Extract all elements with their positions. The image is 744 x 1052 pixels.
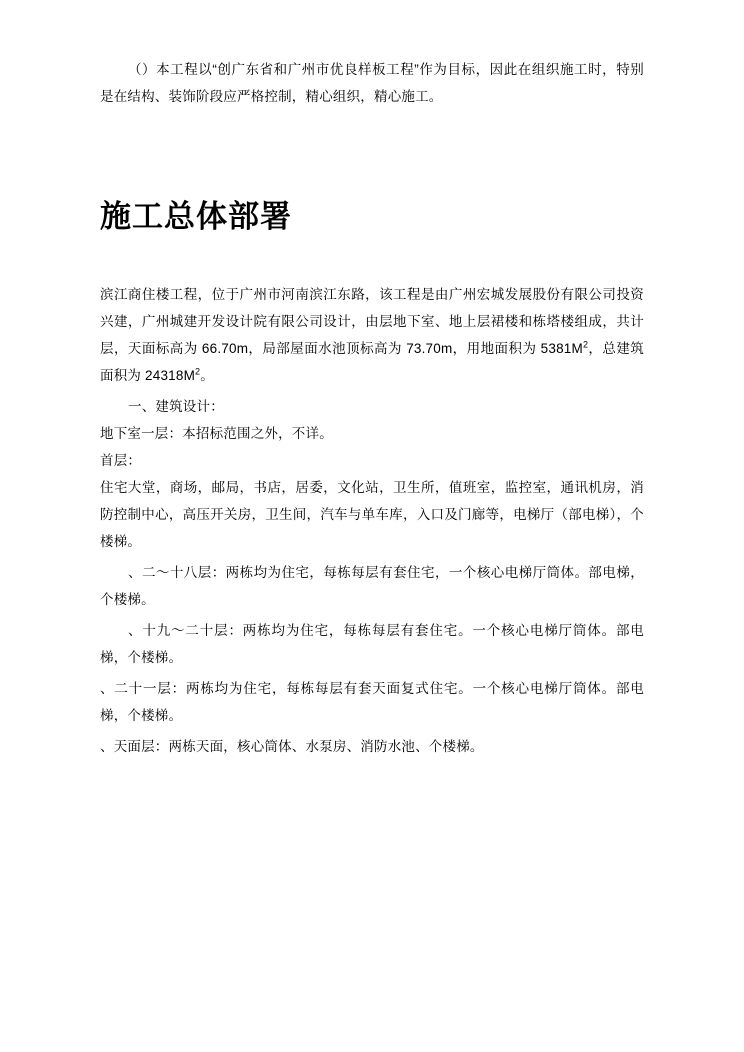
overview-superscript-1: 2 [582, 339, 589, 350]
line-first-floor-label: 首层： [100, 452, 142, 468]
line-basement: 地下室一层：本招标范围之外，不详。 [100, 425, 333, 441]
line-floors-19-20: 、十九～二十层：两栋均为住宅，每栋每层有套住宅。一个核心电梯厅筒体。部电梯，个楼梯。 [100, 622, 644, 665]
line-floors-2-18: 、二～十八层：两栋均为住宅，每栋每层有套住宅，一个核心电梯厅筒体。部电梯，个楼梯。 [100, 564, 644, 607]
page-title: 施工总体部署 [100, 199, 292, 234]
line-first-floor-content: 住宅大堂，商场，邮局，书店，居委，文化站，卫生所，值班室，监控室，通讯机房，消防控制中心，高压开关房，卫生间，汽车与单车库，入口及门廊等，电梯厅（部电梯），个楼梯。 [100, 479, 644, 549]
overview-text-part3: 。 [200, 367, 214, 383]
intro-paragraph: （）本工程以“创广东省和广州市优良样板工程”作为目标，因此在组织施工时，特别是在结构、装饰阶段应严格控制，精心组织，精心施工。 [100, 62, 644, 104]
overview-paragraph [100, 281, 644, 389]
overview-text-part2: ，总建筑面积为 24318M [100, 340, 644, 383]
line-floor-21: 、二十一层：两栋均为住宅，每栋每层有套天面复式住宅。一个核心电梯厅筒体。部电梯，个楼梯。 [100, 680, 644, 723]
line-roof-floor: 、天面层：两栋天面，核心筒体、水泵房、消防水池、个楼梯。 [100, 738, 484, 754]
overview-text-part1: 滨江商住楼工程，位于广州市河南滨江东路，该工程是由广州宏城发展股份有限公司投资兴建，广州城建开发设计院有限公司设计，由层地下室、地上层裙楼和栋塔楼组成，共计层，天面标高为 66.70m，局部屋面水池顶标高为 73.70m，用地面积为 5381M [100, 286, 644, 356]
section-title-architecture: 一、建筑设计： [128, 398, 224, 414]
spacer-after-heading [100, 237, 644, 281]
overview-superscript-2: 2 [195, 366, 201, 377]
spacer-after-intro [100, 110, 644, 198]
